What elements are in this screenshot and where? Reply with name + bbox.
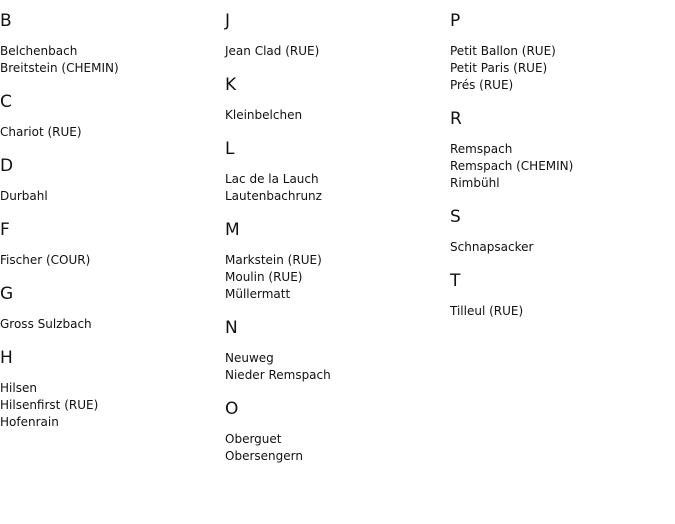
street-list bbox=[225, 431, 445, 465]
letter-group-l bbox=[225, 138, 445, 205]
street-list bbox=[0, 380, 220, 431]
street-link[interactable]: Neuweg bbox=[225, 351, 274, 365]
letter-group-g bbox=[0, 283, 220, 333]
letter-heading: B bbox=[0, 11, 12, 31]
street-link[interactable]: Schnapsacker bbox=[450, 240, 534, 254]
street-link[interactable]: Kleinbelchen bbox=[225, 108, 303, 122]
street-link[interactable]: Prés (RUE) bbox=[450, 78, 514, 92]
street-list bbox=[0, 43, 220, 77]
letter-heading: O bbox=[225, 399, 239, 419]
letter-heading: R bbox=[450, 109, 462, 129]
street-link[interactable]: Rimbühl bbox=[450, 176, 500, 190]
letter-group-m bbox=[225, 219, 445, 303]
street-list bbox=[0, 124, 220, 141]
street-link[interactable]: Lac de la Lauch bbox=[225, 172, 319, 186]
column-3 bbox=[450, 10, 670, 334]
letter-group-h bbox=[0, 347, 220, 431]
street-list bbox=[0, 316, 220, 333]
letter-heading: D bbox=[0, 156, 14, 176]
street-link[interactable]: Fischer (COUR) bbox=[0, 253, 91, 267]
street-list bbox=[450, 43, 670, 94]
letter-heading: H bbox=[0, 348, 13, 368]
street-link[interactable]: Breitstein (CHEMIN) bbox=[0, 61, 119, 75]
street-link[interactable]: Chariot (RUE) bbox=[0, 125, 82, 139]
street-list bbox=[0, 252, 220, 269]
letter-heading: L bbox=[225, 139, 235, 159]
letter-heading: N bbox=[225, 318, 238, 338]
letter-group-c bbox=[0, 91, 220, 141]
street-list bbox=[225, 252, 445, 303]
letter-group-t bbox=[450, 270, 670, 320]
street-link[interactable]: Moulin (RUE) bbox=[225, 270, 303, 284]
street-list bbox=[225, 171, 445, 205]
street-link[interactable]: Hofenrain bbox=[0, 415, 59, 429]
letter-group-p bbox=[450, 10, 670, 94]
letter-heading: T bbox=[450, 271, 461, 291]
street-link[interactable]: Obersengern bbox=[225, 449, 303, 463]
street-link[interactable]: Gross Sulzbach bbox=[0, 317, 92, 331]
letter-heading: C bbox=[0, 92, 12, 112]
letter-heading: G bbox=[0, 284, 14, 304]
street-link[interactable]: Remspach bbox=[450, 142, 513, 156]
street-link[interactable]: Hilsen bbox=[0, 381, 37, 395]
letter-group-d bbox=[0, 155, 220, 205]
street-link[interactable]: Tilleul (RUE) bbox=[450, 304, 524, 318]
letter-group-n bbox=[225, 317, 445, 384]
street-list bbox=[0, 188, 220, 205]
street-link[interactable]: Belchenbach bbox=[0, 44, 78, 58]
street-list bbox=[225, 107, 445, 124]
street-link[interactable]: Hilsenfirst (RUE) bbox=[0, 398, 99, 412]
letter-heading: K bbox=[225, 75, 237, 95]
letter-group-j bbox=[225, 10, 445, 60]
street-link[interactable]: Remspach (CHEMIN) bbox=[450, 159, 574, 173]
letter-heading: P bbox=[450, 11, 461, 31]
street-link[interactable]: Müllermatt bbox=[225, 287, 291, 301]
letter-group-r bbox=[450, 108, 670, 192]
column-1 bbox=[0, 10, 220, 445]
letter-group-k bbox=[225, 74, 445, 124]
letter-group-b bbox=[0, 10, 220, 77]
letter-heading: S bbox=[450, 207, 461, 227]
street-link[interactable]: Durbahl bbox=[0, 189, 48, 203]
street-list bbox=[450, 303, 670, 320]
letter-group-s bbox=[450, 206, 670, 256]
street-link[interactable]: Markstein (RUE) bbox=[225, 253, 322, 267]
street-link[interactable]: Nieder Remspach bbox=[225, 368, 331, 382]
letter-heading: J bbox=[225, 11, 231, 31]
street-list bbox=[225, 350, 445, 384]
letter-group-f bbox=[0, 219, 220, 269]
street-link[interactable]: Petit Ballon (RUE) bbox=[450, 44, 556, 58]
street-list bbox=[450, 141, 670, 192]
letter-group-o bbox=[225, 398, 445, 465]
column-2 bbox=[225, 10, 445, 479]
street-link[interactable]: Lautenbachrunz bbox=[225, 189, 322, 203]
street-list bbox=[450, 239, 670, 256]
street-link[interactable]: Jean Clad (RUE) bbox=[225, 44, 320, 58]
letter-heading: M bbox=[225, 220, 240, 240]
street-link[interactable]: Oberguet bbox=[225, 432, 282, 446]
letter-heading: F bbox=[0, 220, 10, 240]
street-link[interactable]: Petit Paris (RUE) bbox=[450, 61, 548, 75]
street-list bbox=[225, 43, 445, 60]
